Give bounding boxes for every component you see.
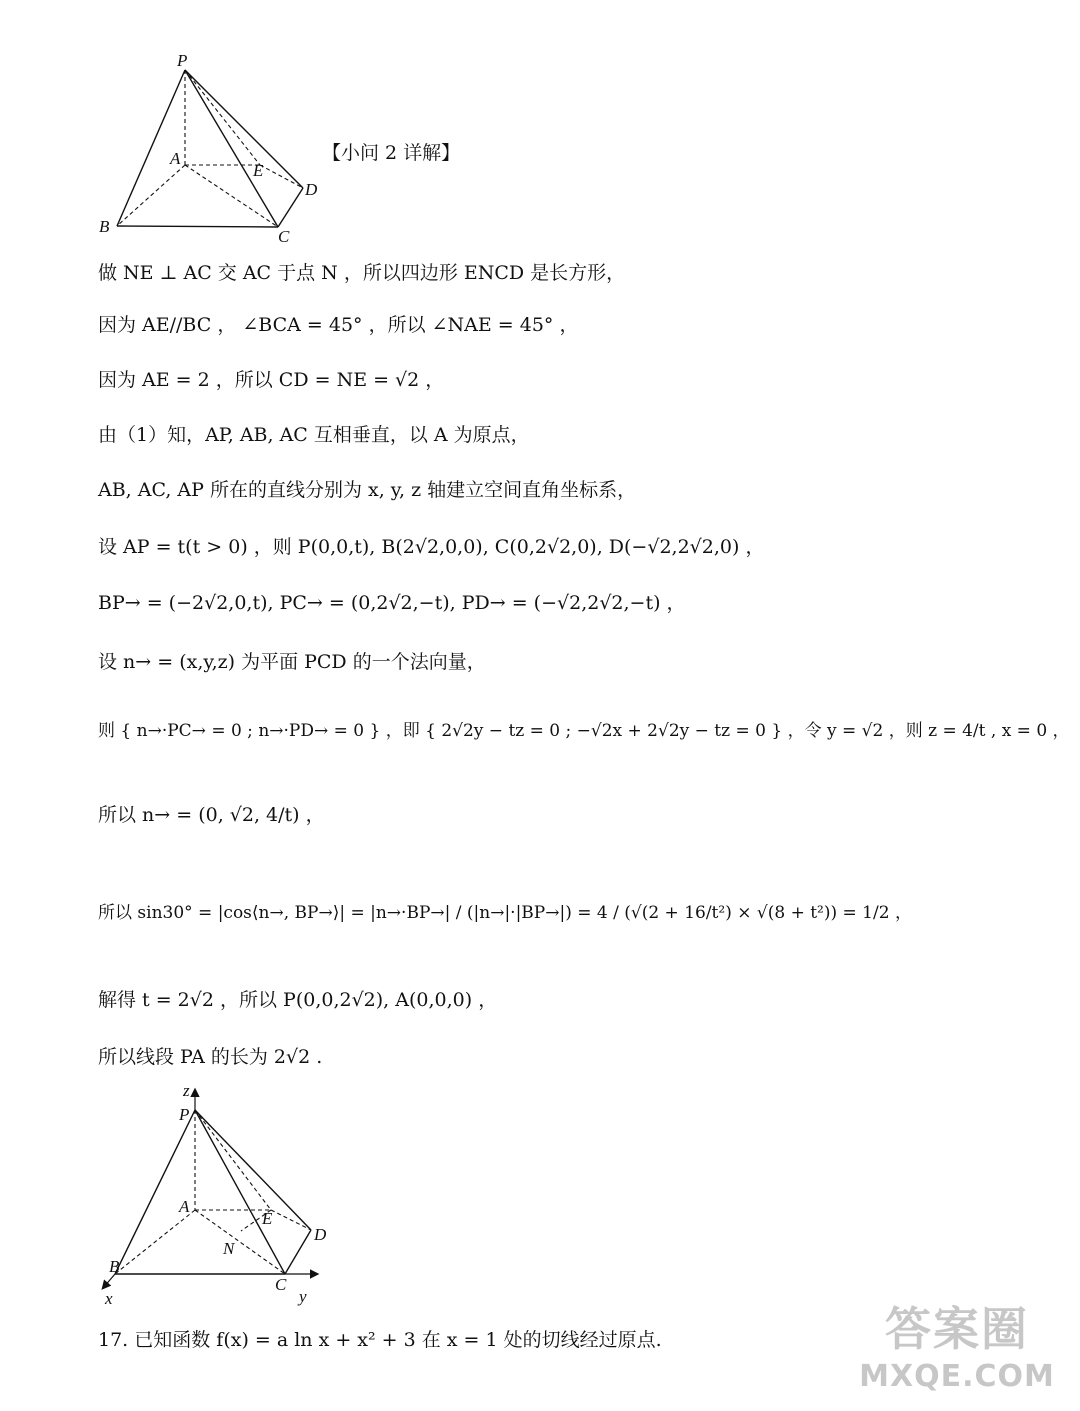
text-line: 解得 t = 2√2 ，所以 P(0,0,2√2), A(0,0,0) ， [98,989,498,1011]
label-c: C [278,227,290,246]
text-line: 做 NE ⊥ AC 交 AC 于点 N ，所以四边形 ENCD 是长方形， [98,262,626,284]
label-d: D [314,1225,327,1244]
watermark-bottom: MXQE.COM [859,1359,1055,1394]
label-p: P [177,51,188,70]
text-line: AB, AC, AP 所在的直线分别为 x, y, z 轴建立空间直角坐标系， [98,479,637,501]
label-e: E [262,1209,273,1228]
watermark-logo [852,1293,1062,1405]
pyramid-figure-1 [95,50,335,250]
text-line: BP→ = (−2√2,0,t), PC→ = (0,2√2,−t), PD→ = (−√2,2√2,−t) ， [98,592,686,614]
label-c: C [275,1275,287,1294]
label-b: B [99,217,110,236]
label-a: A [179,1197,190,1216]
label-p: P [179,1105,190,1124]
section-heading: 【小问 2 详解】 [322,142,461,164]
text-line: 因为 AE = 2 ，所以 CD = NE = √2 ， [98,369,445,391]
label-b: B [109,1257,120,1276]
label-n: N [223,1239,235,1258]
text-line: 则 { n→·PC→ = 0 ; n→·PD→ = 0 } ，即 { 2√2y − tz = 0 ; −√2x + 2√2y − tz = 0 } ，令 y = √2 ，则 z = 4/t , x = 0 ， [98,721,1070,741]
text-line: 所以线段 PA 的长为 2√2 . [98,1046,323,1068]
label-x: x [105,1289,113,1308]
text-line: 设 AP = t(t > 0) ，则 P(0,0,t), B(2√2,0,0), C(0,2√2,0), D(−√2,2√2,0) ， [98,536,765,558]
text-line: 因为 AE//BC ， ∠BCA = 45° ，所以 ∠NAE = 45° ， [98,314,579,336]
problem-17: 17. 已知函数 f(x) = a ln x + x² + 3 在 x = 1 处的切线经过原点. [98,1329,662,1351]
label-d: D [305,180,318,199]
label-z: z [183,1081,190,1100]
text-line: 所以 sin30° = |cos⟨n→, BP→⟩| = |n→·BP→| / (|n→|·|BP→|) = 4 / (√(2 + 16/t²) × √(8 + t²)) = 1/2 ， [98,903,912,923]
watermark-top: 答案圈 [885,1302,1029,1356]
text-line: 所以 n→ = (0, √2, 4/t) ， [98,804,325,826]
pyramid-figure-2 [95,1078,335,1308]
label-a: A [170,149,181,168]
label-y: y [299,1287,307,1306]
text-line: 由（1）知，AP, AB, AC 互相垂直，以 A 为原点， [98,424,530,446]
text-line: 设 n→ = (x,y,z) 为平面 PCD 的一个法向量， [98,651,486,673]
label-e: E [253,161,264,180]
